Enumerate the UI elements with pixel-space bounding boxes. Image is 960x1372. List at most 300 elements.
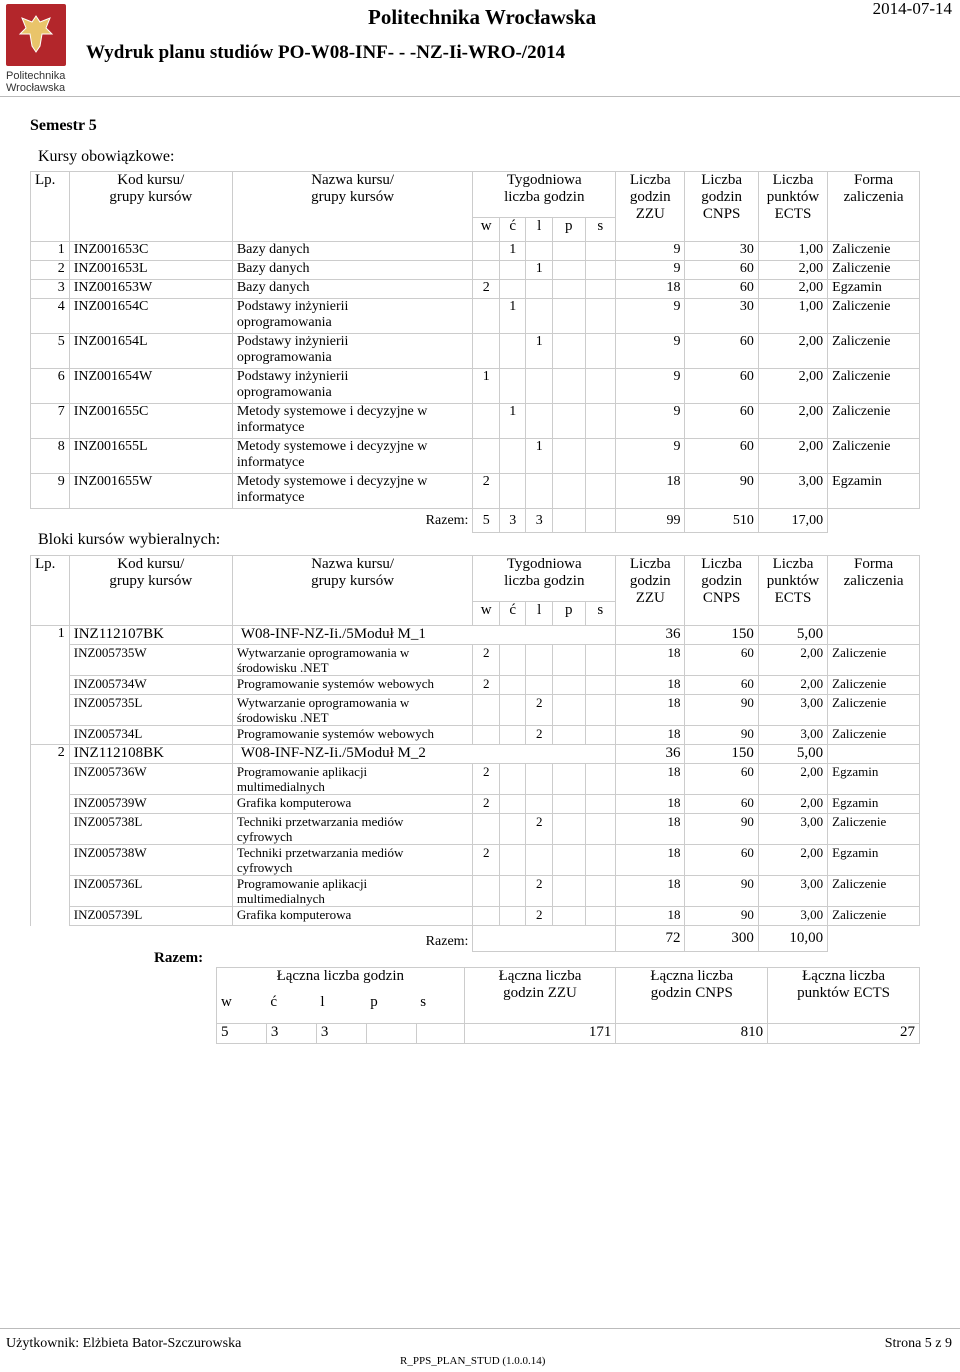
total-h-cnps: Łączna liczba godzin CNPS (616, 968, 768, 1024)
block-cnps: 150 (685, 626, 758, 645)
cell-lp (31, 876, 70, 907)
cell-nazwa-line: Metody systemowe i decyzyjne w (236, 404, 428, 419)
cell-w: 2 (473, 845, 500, 876)
block-nazwa: W08-INF-NZ-Ii./5Moduł M_2 (232, 745, 615, 764)
total-c: 3 (266, 1024, 316, 1044)
sum-row (31, 509, 920, 533)
cell-s (585, 334, 616, 369)
cell-lp: 9 (31, 474, 70, 509)
cell-kod: INZ001654W (69, 369, 232, 404)
sum-cnps: 510 (685, 509, 758, 533)
block-zzu: 36 (616, 626, 685, 645)
cell-ects: 2,00 (758, 439, 827, 474)
cell-lp (31, 645, 70, 676)
cell-cnps: 90 (685, 474, 758, 509)
cell-zzu: 9 (616, 404, 685, 439)
cell-forma: Zaliczenie (828, 907, 920, 926)
cell-nazwa-line: oprogramowania (236, 385, 332, 400)
sum-ects: 17,00 (758, 509, 827, 533)
cell-nazwa-line: Metody systemowe i decyzyjne w (236, 439, 428, 454)
cell-nazwa-line: multimedialnych (236, 891, 325, 906)
cell-nazwa (232, 242, 473, 261)
cell-c (499, 474, 526, 509)
cell-kod: INZ001655C (69, 404, 232, 439)
cell-s (585, 242, 616, 261)
block-zzu: 36 (616, 745, 685, 764)
cell-c (499, 261, 526, 280)
cell-c (499, 280, 526, 299)
cell-nazwa (232, 404, 473, 439)
cell-cnps: 90 (685, 876, 758, 907)
cell-forma: Egzamin (828, 280, 920, 299)
cell-forma: Zaliczenie (828, 814, 920, 845)
footer-report-id: R_PPS_PLAN_STUD (1.0.0.14) (400, 1355, 546, 1367)
cell-lp (31, 764, 70, 795)
total-col-w: w (217, 994, 267, 1024)
cell-kod: INZ005736W (69, 764, 232, 795)
cell-ects: 2,00 (758, 404, 827, 439)
cell-l: 2 (526, 814, 553, 845)
table-row (31, 261, 920, 280)
university-name: Politechnika Wrocławska (368, 5, 597, 29)
elective-blocks-table (30, 555, 920, 952)
cell-lp: 1 (31, 242, 70, 261)
cell-forma: Zaliczenie (828, 695, 920, 726)
cell-c (499, 876, 526, 907)
cell-nazwa (232, 676, 473, 695)
cell-nazwa (232, 299, 473, 334)
cell-p (552, 907, 585, 926)
cell-nazwa-line: Programowanie aplikacji (236, 876, 368, 891)
cell-nazwa-line: Programowanie systemów webowych (236, 726, 434, 741)
cell-nazwa-line: Wytwarzanie oprogramowania w (236, 695, 410, 710)
col-lp: Lp. (31, 172, 70, 242)
cell-w: 2 (473, 676, 500, 695)
cell-kod: INZ005735L (69, 695, 232, 726)
cell-s (585, 814, 616, 845)
total-h-ects: Łączna liczba punktów ECTS (768, 968, 920, 1024)
cell-c (499, 695, 526, 726)
cell-forma: Zaliczenie (828, 261, 920, 280)
cell-p (552, 795, 585, 814)
cell-forma: Egzamin (828, 764, 920, 795)
table-row (31, 876, 920, 907)
col-tyg: Tygodniowa liczba godzin (473, 556, 616, 602)
col-c: ć (499, 602, 526, 626)
cell-s (585, 280, 616, 299)
cell-ects: 3,00 (758, 695, 827, 726)
cell-p (552, 299, 585, 334)
cell-kod: INZ001655W (69, 474, 232, 509)
razem-label: Razem: (425, 934, 469, 949)
cell-lp (31, 695, 70, 726)
footer-divider (0, 1328, 960, 1329)
cell-s (585, 261, 616, 280)
cell-p (552, 645, 585, 676)
sum-l: 3 (526, 509, 553, 533)
cell-forma: Zaliczenie (828, 726, 920, 745)
cell-nazwa (232, 280, 473, 299)
sum-empty (828, 926, 920, 952)
table-row (31, 676, 920, 695)
block-cnps: 150 (685, 745, 758, 764)
cell-w: 2 (473, 795, 500, 814)
total-col-p: p (370, 993, 378, 1010)
col-p: p (552, 602, 585, 626)
cell-zzu: 9 (616, 334, 685, 369)
total-razem-label: Razem: (154, 950, 204, 966)
cell-c (499, 795, 526, 814)
col-kod: Kod kursu/ grupy kursów (69, 172, 232, 242)
cell-p (552, 242, 585, 261)
cell-c (499, 334, 526, 369)
col-w: w (473, 602, 500, 626)
cell-c (499, 845, 526, 876)
cell-ects: 2,00 (758, 845, 827, 876)
cell-lp: 2 (31, 261, 70, 280)
cell-s (585, 369, 616, 404)
col-cnps: Liczba godzin CNPS (685, 556, 758, 626)
cell-zzu: 18 (616, 474, 685, 509)
total-p (366, 1024, 416, 1044)
sum-cnps: 300 (685, 926, 758, 952)
cell-zzu: 18 (616, 695, 685, 726)
cell-w: 2 (473, 764, 500, 795)
cell-w (473, 876, 500, 907)
col-kod: Kod kursu/ grupy kursów (69, 556, 232, 626)
cell-p (552, 814, 585, 845)
cell-zzu: 18 (616, 876, 685, 907)
university-logo (6, 4, 68, 94)
print-date: 2014-07-14 (872, 0, 952, 18)
footer-page: Strona 5 z 9 (884, 1336, 952, 1351)
cell-nazwa-line: Podstawy inżynierii (236, 334, 349, 349)
cell-nazwa-line: Bazy danych (236, 261, 310, 276)
cell-l (526, 795, 553, 814)
cell-nazwa (232, 726, 473, 745)
cell-forma: Egzamin (828, 795, 920, 814)
cell-nazwa-line: cyfrowych (236, 860, 293, 875)
cell-s (585, 404, 616, 439)
cell-l (526, 645, 553, 676)
total-l: 3 (316, 1024, 366, 1044)
semester-heading: Semestr 5 (30, 117, 97, 134)
cell-nazwa (232, 261, 473, 280)
cell-w: 2 (473, 645, 500, 676)
block-lp: 2 (31, 745, 70, 764)
sum-w: 5 (473, 509, 500, 533)
cell-cnps: 60 (685, 439, 758, 474)
cell-cnps: 60 (685, 369, 758, 404)
col-nazwa: Nazwa kursu/ grupy kursów (232, 556, 473, 626)
cell-w (473, 404, 500, 439)
col-l: l (526, 602, 553, 626)
cell-s (585, 676, 616, 695)
cell-ects: 2,00 (758, 280, 827, 299)
sum-c: 3 (499, 509, 526, 533)
cell-p (552, 474, 585, 509)
cell-forma: Zaliczenie (828, 369, 920, 404)
sum-p (552, 509, 585, 533)
cell-s (585, 845, 616, 876)
cell-c (499, 645, 526, 676)
cell-zzu: 18 (616, 764, 685, 795)
sum-s (585, 509, 616, 533)
col-forma: Forma zaliczenia (828, 556, 920, 626)
col-p: p (552, 218, 585, 242)
cell-nazwa (232, 814, 473, 845)
cell-p (552, 676, 585, 695)
cell-lp: 8 (31, 439, 70, 474)
cell-l: 2 (526, 726, 553, 745)
razem-label: Razem: (425, 513, 469, 528)
total-col-l: l (320, 993, 325, 1010)
cell-kod: INZ005735W (69, 645, 232, 676)
document-title: Wydruk planu studiów PO-W08-INF- - -NZ-Ii-WRO-/2014 (86, 42, 566, 63)
cell-nazwa-line: Techniki przetwarzania mediów (236, 845, 404, 860)
cell-w (473, 814, 500, 845)
cell-l (526, 404, 553, 439)
cell-ects: 2,00 (758, 645, 827, 676)
cell-cnps: 90 (685, 907, 758, 926)
cell-nazwa-line: środowisku .NET (236, 710, 329, 725)
table-row (31, 645, 920, 676)
cell-w (473, 439, 500, 474)
cell-c (499, 369, 526, 404)
cell-s (585, 695, 616, 726)
cell-cnps: 60 (685, 404, 758, 439)
cell-kod: INZ005734W (69, 676, 232, 695)
cell-forma: Zaliczenie (828, 242, 920, 261)
eagle-shield-icon (6, 4, 66, 66)
cell-l: 1 (526, 439, 553, 474)
cell-lp: 5 (31, 334, 70, 369)
cell-c: 1 (499, 404, 526, 439)
cell-zzu: 18 (616, 907, 685, 926)
table-row (31, 845, 920, 876)
block-ects: 5,00 (758, 626, 827, 645)
cell-w (473, 299, 500, 334)
cell-nazwa (232, 764, 473, 795)
block-kod: INZ112108BK (69, 745, 232, 764)
cell-c (499, 907, 526, 926)
cell-lp (31, 814, 70, 845)
sum-row (31, 926, 920, 952)
cell-s (585, 299, 616, 334)
cell-ects: 2,00 (758, 261, 827, 280)
cell-cnps: 60 (685, 645, 758, 676)
cell-p (552, 726, 585, 745)
sum-ects: 10,00 (758, 926, 827, 952)
cell-nazwa (232, 369, 473, 404)
cell-zzu: 18 (616, 795, 685, 814)
cell-nazwa-line: oprogramowania (236, 315, 332, 330)
cell-kod: INZ005738L (69, 814, 232, 845)
cell-ects: 1,00 (758, 242, 827, 261)
cell-nazwa-line: Techniki przetwarzania mediów (236, 814, 404, 829)
cell-lp (31, 845, 70, 876)
col-s: s (585, 602, 616, 626)
sum-hours (473, 926, 616, 952)
cell-kod: INZ005736L (69, 876, 232, 907)
cell-kod: INZ001653W (69, 280, 232, 299)
table-row (31, 334, 920, 369)
cell-l: 2 (526, 876, 553, 907)
cell-kod: INZ005734L (69, 726, 232, 745)
cell-w: 1 (473, 369, 500, 404)
cell-cnps: 30 (685, 242, 758, 261)
col-c: ć (499, 218, 526, 242)
cell-nazwa-line: Wytwarzanie oprogramowania w (236, 645, 410, 660)
cell-nazwa (232, 439, 473, 474)
cell-lp (31, 907, 70, 926)
cell-l: 2 (526, 907, 553, 926)
cell-forma: Zaliczenie (828, 676, 920, 695)
cell-zzu: 18 (616, 645, 685, 676)
table-row (31, 814, 920, 845)
cell-lp: 6 (31, 369, 70, 404)
sum-empty (828, 509, 920, 533)
col-tyg: Tygodniowa liczba godzin (473, 172, 616, 218)
table-row (31, 404, 920, 439)
cell-nazwa (232, 695, 473, 726)
cell-zzu: 18 (616, 845, 685, 876)
cell-lp: 3 (31, 280, 70, 299)
cell-c (499, 814, 526, 845)
col-l: l (526, 218, 553, 242)
table-row (31, 242, 920, 261)
cell-kod: INZ001653C (69, 242, 232, 261)
cell-l (526, 764, 553, 795)
cell-l (526, 242, 553, 261)
cell-nazwa (232, 334, 473, 369)
col-w: w (473, 218, 500, 242)
cell-l (526, 845, 553, 876)
cell-cnps: 60 (685, 334, 758, 369)
logo-text: Politechnika Wrocławska (6, 70, 66, 94)
cell-ects: 3,00 (758, 726, 827, 745)
table-row (31, 474, 920, 509)
cell-ects: 1,00 (758, 299, 827, 334)
cell-w (473, 242, 500, 261)
total-h-zzu: Łączna liczba godzin ZZU (464, 968, 616, 1024)
cell-forma: Egzamin (828, 845, 920, 876)
col-forma: Forma zaliczenia (828, 172, 920, 242)
cell-nazwa (232, 845, 473, 876)
cell-nazwa-line: Podstawy inżynierii (236, 299, 349, 314)
cell-s (585, 795, 616, 814)
footer-user: Użytkownik: Elżbieta Bator-Szczurowska (6, 1336, 242, 1351)
cell-kod: INZ001654C (69, 299, 232, 334)
cell-nazwa-line: Programowanie aplikacji (236, 764, 368, 779)
cell-cnps: 30 (685, 299, 758, 334)
cell-l: 2 (526, 695, 553, 726)
cell-l (526, 369, 553, 404)
cell-l (526, 299, 553, 334)
total-col-c: ć (270, 993, 278, 1010)
cell-w (473, 907, 500, 926)
cell-zzu: 9 (616, 261, 685, 280)
cell-kod: INZ001654L (69, 334, 232, 369)
cell-nazwa-line: multimedialnych (236, 779, 325, 794)
cell-zzu: 18 (616, 726, 685, 745)
cell-p (552, 695, 585, 726)
total-cnps: 810 (616, 1024, 768, 1044)
col-s: s (585, 218, 616, 242)
cell-forma: Zaliczenie (828, 876, 920, 907)
cell-kod: INZ001653L (69, 261, 232, 280)
cell-ects: 2,00 (758, 764, 827, 795)
cell-w: 2 (473, 474, 500, 509)
cell-s (585, 764, 616, 795)
cell-nazwa-line: informatyce (236, 420, 305, 435)
block-row (31, 745, 920, 764)
cell-cnps: 90 (685, 726, 758, 745)
cell-s (585, 907, 616, 926)
cell-w: 2 (473, 280, 500, 299)
cell-lp (31, 676, 70, 695)
cell-kod: INZ001655L (69, 439, 232, 474)
cell-nazwa-line: środowisku .NET (236, 660, 329, 675)
cell-p (552, 280, 585, 299)
cell-ects: 3,00 (758, 814, 827, 845)
cell-forma: Zaliczenie (828, 404, 920, 439)
total-ects: 27 (768, 1024, 920, 1044)
total-col-s: s (416, 994, 464, 1024)
cell-zzu: 18 (616, 676, 685, 695)
cell-s (585, 876, 616, 907)
col-zzu: Liczba godzin ZZU (616, 556, 685, 626)
cell-ects: 3,00 (758, 876, 827, 907)
cell-ects: 2,00 (758, 676, 827, 695)
cell-c (499, 676, 526, 695)
table-row (31, 280, 920, 299)
cell-c (499, 726, 526, 745)
table-row (31, 795, 920, 814)
cell-zzu: 9 (616, 299, 685, 334)
table-row (31, 369, 920, 404)
cell-cnps: 60 (685, 676, 758, 695)
cell-p (552, 334, 585, 369)
cell-nazwa-line: Grafika komputerowa (236, 907, 352, 922)
cell-nazwa-line: Bazy danych (236, 280, 310, 295)
cell-p (552, 261, 585, 280)
cell-p (552, 404, 585, 439)
cell-cnps: 60 (685, 280, 758, 299)
cell-cnps: 60 (685, 764, 758, 795)
cell-p (552, 876, 585, 907)
cell-p (552, 764, 585, 795)
cell-s (585, 645, 616, 676)
block-forma (828, 626, 920, 645)
cell-nazwa-line: informatyce (236, 455, 305, 470)
cell-zzu: 9 (616, 439, 685, 474)
cell-cnps: 90 (685, 814, 758, 845)
cell-cnps: 60 (685, 795, 758, 814)
block-nazwa: W08-INF-NZ-Ii./5Moduł M_1 (232, 626, 615, 645)
total-h-godzin: Łączna liczba godzin (217, 968, 465, 994)
block-kod: INZ112107BK (69, 626, 232, 645)
cell-zzu: 9 (616, 369, 685, 404)
col-ects: Liczba punktów ECTS (758, 172, 827, 242)
cell-lp: 4 (31, 299, 70, 334)
block-row (31, 626, 920, 645)
total-zzu: 171 (464, 1024, 616, 1044)
table-row (31, 764, 920, 795)
cell-cnps: 60 (685, 261, 758, 280)
cell-ects: 2,00 (758, 369, 827, 404)
table-row (31, 907, 920, 926)
